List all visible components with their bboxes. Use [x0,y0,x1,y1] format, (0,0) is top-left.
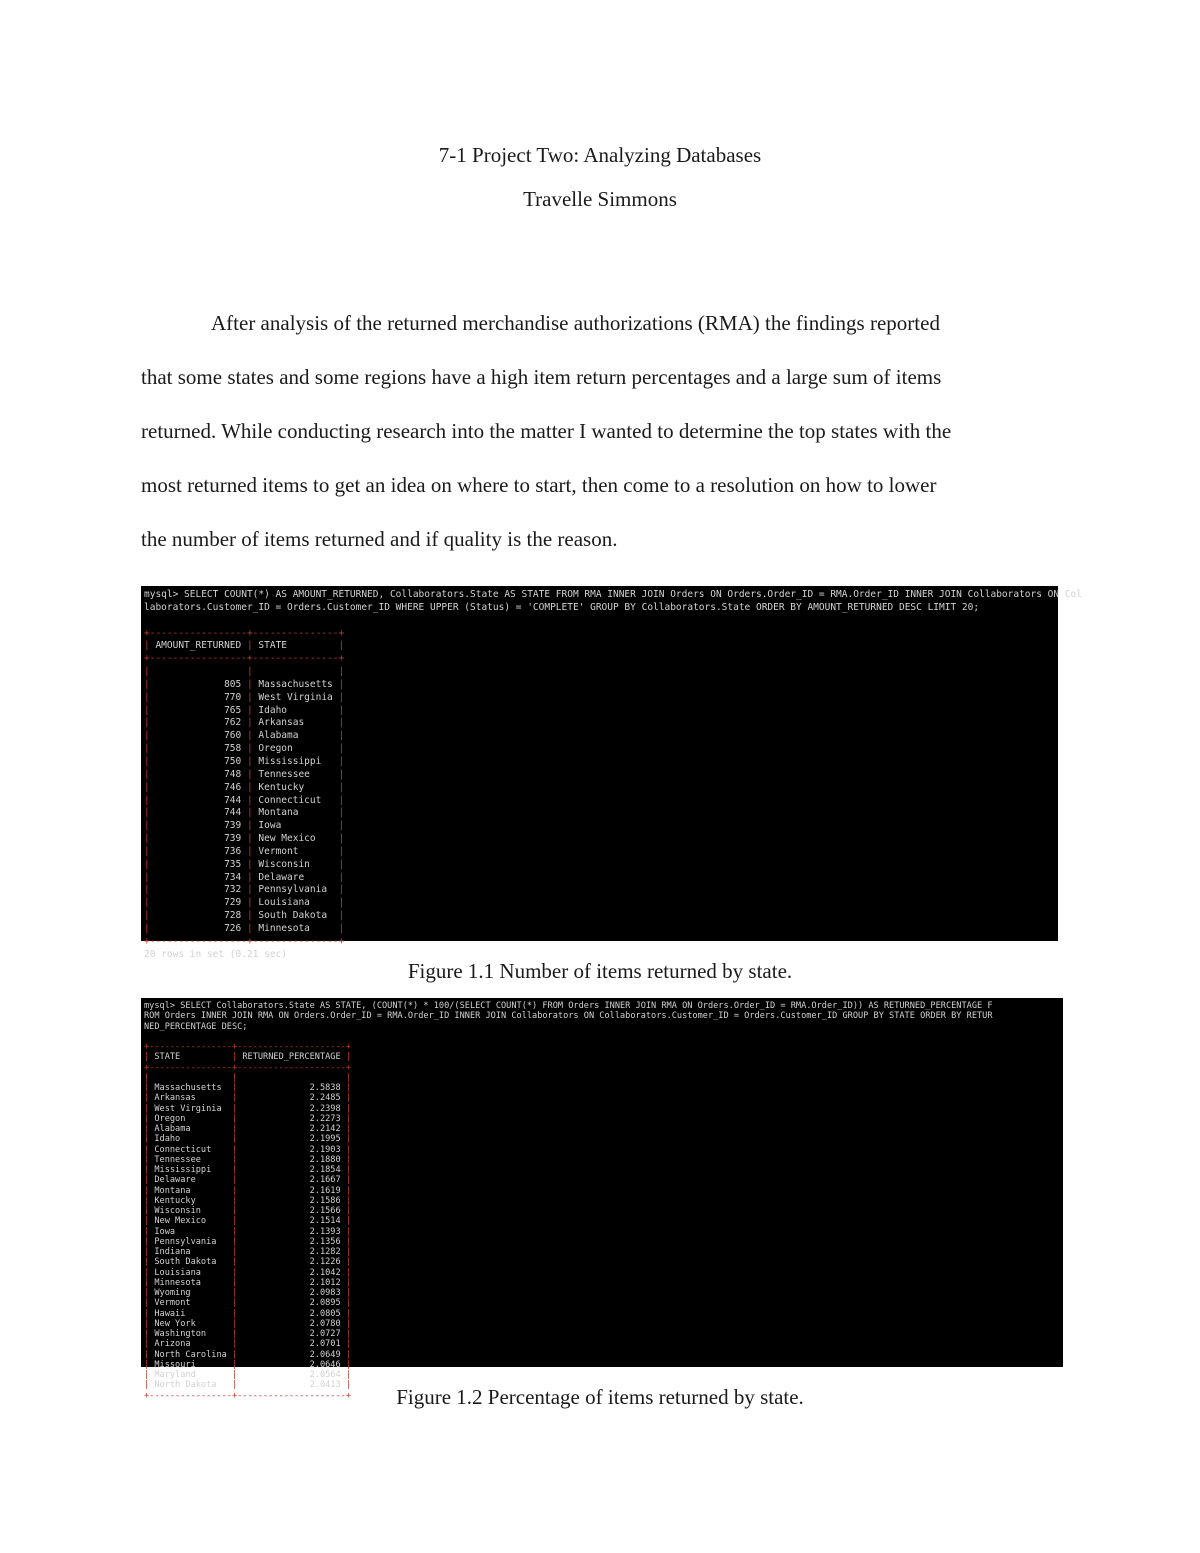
table-border: | [144,717,150,729]
table-border: | [231,1349,238,1360]
table-cell: 2.0805 [237,1308,346,1319]
table-cell: Vermont [252,845,339,857]
table-border: | [338,730,345,742]
table-cell: 736 [149,845,247,857]
table-border: | [144,1226,150,1237]
table-border: | [144,807,150,819]
table-cell: 2.1619 [237,1185,346,1196]
table-border: | [231,1113,238,1124]
table-border: | [144,1380,150,1391]
table-border: | [231,1072,238,1083]
table-cell: Minnesota [149,1277,232,1288]
table-cell: West Virginia [252,691,339,703]
sql-query-line: NED_PERCENTAGE DESC; [144,1021,248,1032]
table-border: | [144,1124,150,1134]
table-cell: South Dakota [252,910,339,922]
table-border: | [338,833,345,845]
table-border: | [345,1124,352,1134]
column-header: AMOUNT_RETURNED [149,640,247,652]
table-border: | [338,717,345,729]
table-border: | [231,1124,238,1134]
table-cell: Arizona [149,1339,232,1350]
table-cell: 2.1012 [237,1277,346,1288]
table-border: | [345,1318,352,1329]
table-cell: 739 [149,820,247,832]
table-cell: Connecticut [149,1144,232,1155]
table-border: | [338,910,345,922]
table-cell: Kentucky [149,1195,232,1206]
column-header: RETURNED_PERCENTAGE [237,1052,346,1063]
table-border: | [144,730,150,742]
table-cell: 750 [149,755,247,767]
table-border: | [338,704,345,716]
table-cell: Alabama [149,1124,232,1134]
table-border: | [345,1093,352,1104]
table-cell: 726 [149,922,247,934]
table-border: | [144,781,150,793]
table-border: | [144,678,150,690]
table-border: | [345,1175,352,1186]
table-cell: 2.2485 [237,1093,346,1104]
table-border: | [144,794,150,806]
table-cell: Missouri [149,1359,232,1370]
table-cell: Massachusetts [252,678,339,690]
table-border: | [144,1113,150,1124]
terminal-output [141,998,1063,1404]
table-border: | [231,1144,238,1155]
table-border: | [345,1380,352,1391]
table-border: | [231,1370,238,1380]
table-cell: Iowa [252,820,339,832]
table-cell: 805 [149,678,247,690]
paragraph-line: that some states and some regions have a high item return percentages and a large sum of items [141,365,942,389]
table-border: | [338,666,345,678]
table-cell: South Dakota [149,1257,232,1268]
sql-query-line: ROM Orders INNER JOIN RMA ON Orders.Order_ID = RMA.Order_ID INNER JOIN Collaborators ON Collaborators.Customer_ID = Orders.Customer_ID GROUP BY STATE ORDER BY RETUR [144,1011,993,1022]
table-border: | [144,1103,150,1114]
table-border: | [246,910,253,922]
table-border: | [246,678,253,690]
table-border: | [144,1236,150,1247]
table-border: | [345,1308,352,1319]
table-border: | [144,691,150,703]
table-border: | [338,691,345,703]
table-border: +-----------------+---------------+ [144,935,345,947]
table-cell: New Mexico [252,833,339,845]
table-border: | [246,704,253,716]
table-border: | [144,1329,150,1339]
table-border: | [144,1093,150,1104]
table-border: | [338,755,345,767]
table-cell: Louisiana [252,897,339,909]
table-cell: West Virginia [149,1103,232,1114]
table-cell: Iowa [149,1226,232,1237]
table-cell: 2.2273 [237,1113,346,1124]
table-border: | [345,1267,352,1278]
table-cell: 2.1393 [237,1226,346,1237]
table-border: | [144,1349,150,1360]
table-border: | [231,1083,238,1093]
table-border: | [345,1277,352,1288]
table-border: | [144,897,150,909]
table-border: | [231,1185,238,1196]
table-cell: Wisconsin [252,858,339,870]
column-header: STATE [149,1052,232,1063]
table-cell: Pennsylvania [149,1236,232,1247]
table-cell: 744 [149,794,247,806]
table-cell: 2.0895 [237,1298,346,1309]
table-cell: 735 [149,858,247,870]
table-cell: 2.1356 [237,1236,346,1247]
table-cell: Tennessee [252,768,339,780]
table-cell: Montana [149,1185,232,1196]
table-cell [237,1073,346,1083]
table-border: | [345,1359,352,1370]
table-border: | [144,1267,150,1278]
table-cell: 2.5838 [237,1083,346,1093]
table-cell: Wyoming [149,1288,232,1298]
table-border: | [231,1216,238,1227]
table-border: | [231,1175,238,1186]
table-cell: Delaware [252,871,339,883]
table-border: | [144,1247,150,1257]
table-cell: Montana [252,807,339,819]
table-border: | [144,1370,150,1380]
table-border: | [345,1165,352,1175]
table-border: | [345,1288,352,1298]
table-cell: 744 [149,807,247,819]
table-border: +----------------+---------------------+ [144,1042,351,1052]
table-border: | [144,845,150,857]
table-border: | [144,1339,150,1350]
table-border: | [144,704,150,716]
table-cell: North Carolina [149,1349,232,1360]
table-cell: Mississippi [252,755,339,767]
table-border: | [246,666,253,678]
table-cell: 2.1282 [237,1247,346,1257]
table-cell: Vermont [149,1298,232,1309]
table-cell: 760 [149,730,247,742]
table-cell: 770 [149,691,247,703]
table-border: | [144,1195,150,1206]
document-title: 7-1 Project Two: Analyzing Databases [438,143,762,167]
table-border: | [231,1165,238,1175]
table-border: | [345,1072,352,1083]
table-cell: 765 [149,704,247,716]
table-cell: 758 [149,743,247,755]
table-border: | [246,768,253,780]
table-border: | [338,884,345,896]
table-border: | [338,781,345,793]
table-cell: 2.0727 [237,1329,346,1339]
table-cell: 734 [149,871,247,883]
table-cell: New York [149,1318,232,1329]
table-border: | [246,717,253,729]
table-cell: Arkansas [252,717,339,729]
table-cell: 732 [149,884,247,896]
table-border: | [345,1298,352,1309]
figure-caption: Figure 1.2 Percentage of items returned by state. [396,1385,804,1409]
table-border: | [144,1298,150,1309]
table-cell [150,666,247,677]
table-border: | [144,666,150,678]
table-border: | [345,1370,352,1380]
table-border: | [144,1165,150,1175]
table-border: | [144,1277,150,1288]
table-border: | [144,1308,150,1319]
table-border: | [338,768,345,780]
table-cell: 2.0701 [237,1339,346,1350]
table-border: | [144,743,150,755]
table-border: | [144,1144,150,1155]
table-border: | [246,691,253,703]
table-cell: 2.1514 [237,1216,346,1227]
table-cell: 2.1586 [237,1195,346,1206]
table-border: | [338,858,345,870]
table-cell: 2.0413 [237,1380,346,1391]
column-header: STATE [252,640,339,652]
table-border: | [345,1257,352,1268]
table-border: | [144,858,150,870]
table-border: | [338,794,345,806]
table-border: | [246,794,253,806]
table-border: | [231,1236,238,1247]
sql-query-line: laborators.Customer_ID = Orders.Customer_ID WHERE UPPER (Status) = 'COMPLETE' GROUP BY Collaborators.State ORDER BY AMOUNT_RETURNED DESC LIMIT 20; [144,601,980,613]
paragraph-line: the number of items returned and if quality is the reason. [141,527,618,551]
table-border: | [144,755,150,767]
paragraph-line: most returned items to get an idea on where to start, then come to a resolution on how to lower [141,473,937,497]
table-border: | [345,1247,352,1257]
table-border: | [246,922,253,934]
table-cell: 2.0983 [237,1288,346,1298]
table-border: | [338,922,345,934]
table-border: | [144,1257,150,1268]
table-border: | [338,897,345,909]
table-border: | [246,871,253,883]
table-cell: Massachusetts [149,1083,232,1093]
table-border: | [338,871,345,883]
table-border: | [345,1134,352,1145]
table-cell: 2.1226 [237,1257,346,1268]
table-border: | [144,1072,150,1083]
table-border: | [338,743,345,755]
table-cell [253,666,339,677]
table-border: | [144,833,150,845]
table-border: | [246,743,253,755]
table-cell: 748 [149,768,247,780]
table-cell: 729 [149,897,247,909]
table-border: | [144,871,150,883]
table-border: | [231,1308,238,1319]
table-cell: Minnesota [252,922,339,934]
terminal-screenshot-returns-count [141,586,1082,960]
table-cell: 2.1880 [237,1154,346,1165]
table-border: +-----------------+---------------+ [144,653,345,665]
table-cell: 2.1566 [237,1206,346,1216]
table-border: | [338,678,345,690]
table-border: | [246,833,253,845]
table-border: | [246,845,253,857]
table-border: | [231,1288,238,1298]
table-border: | [231,1277,238,1288]
table-border: | [144,910,150,922]
table-border: | [345,1329,352,1339]
table-border: | [345,1052,352,1063]
table-cell: 2.1995 [237,1134,346,1145]
table-cell: 762 [149,717,247,729]
table-border: | [231,1195,238,1206]
table-border: | [231,1380,238,1391]
table-border: | [231,1103,238,1114]
result-footer: 20 rows in set (0.21 sec) [144,948,287,960]
table-border: | [345,1154,352,1165]
sql-query-line: mysql> SELECT COUNT(*) AS AMOUNT_RETURNED, Collaborators.State AS STATE FROM RMA INNER JOIN Orders ON Orders.Order_ID = RMA.Order_ID INNER JOIN Collaborators ON Col [144,589,1082,600]
table-border: | [231,1339,238,1350]
table-border: | [345,1339,352,1350]
table-border: | [338,845,345,857]
body-paragraph [141,296,1061,566]
table-border: | [246,884,253,896]
table-border: | [144,1154,150,1165]
table-cell: Pennsylvania [252,884,339,896]
table-border: | [338,807,345,819]
table-border: +----------------+---------------------+ [144,1390,351,1401]
table-cell: Connecticut [252,794,339,806]
table-cell: 2.1854 [237,1165,346,1175]
table-border: | [144,768,150,780]
table-cell: Arkansas [149,1093,232,1104]
table-cell: Hawaii [149,1308,232,1319]
table-cell: 2.2142 [237,1124,346,1134]
table-border: | [231,1247,238,1257]
table-border: | [144,640,150,652]
terminal-output [141,586,1082,964]
table-border: | [231,1052,238,1063]
table-cell: Oregon [252,743,339,755]
table-cell: Alabama [252,730,339,742]
table-cell: North Dakota [149,1380,232,1391]
table-border: | [231,1267,238,1278]
table-border: | [345,1216,352,1227]
paragraph-line: After analysis of the returned merchandise authorizations (RMA) the findings reported [211,311,940,335]
table-border: | [231,1154,238,1165]
table-border: | [246,807,253,819]
table-cell: Louisiana [149,1267,232,1278]
table-border: +----------------+---------------------+ [144,1062,351,1073]
sql-query-line: mysql> SELECT Collaborators.State AS STATE, (COUNT(*) * 100/(SELECT COUNT(*) FROM Orders INNER JOIN RMA ON Orders.Order_ID = RMA.Order_ID)) AS RETURNED_PERCENTAGE F [144,1001,993,1011]
table-border: | [246,858,253,870]
table-cell: Oregon [149,1113,232,1124]
table-cell: Idaho [252,704,339,716]
table-border: | [231,1298,238,1309]
table-border: | [345,1349,352,1360]
table-cell [149,1073,232,1083]
table-border: | [345,1103,352,1114]
table-cell: Delaware [149,1175,232,1186]
table-border: | [144,1318,150,1329]
table-cell: 2.0564 [237,1370,346,1380]
paragraph-line: returned. While conducting research into the matter I wanted to determine the top states with the [141,419,952,443]
table-border: | [246,781,253,793]
table-border: | [144,820,150,832]
table-border: | [345,1226,352,1237]
table-border: | [231,1093,238,1104]
table-cell: 2.1667 [237,1175,346,1186]
table-cell: Mississippi [149,1165,232,1175]
table-cell: 2.0649 [237,1349,346,1360]
table-border: | [231,1206,238,1216]
table-border: | [144,1083,150,1093]
table-border: | [246,755,253,767]
table-cell: 2.2398 [237,1103,346,1114]
table-border: | [338,820,345,832]
table-border: | [345,1144,352,1155]
table-cell: Indiana [149,1247,232,1257]
table-border: | [345,1083,352,1093]
table-border: | [144,1288,150,1298]
table-border: | [231,1257,238,1268]
document-author: Travelle Simmons [523,187,677,211]
table-border: | [231,1134,238,1145]
table-cell: Kentucky [252,781,339,793]
table-cell: New Mexico [149,1216,232,1227]
table-border: | [345,1206,352,1216]
table-border: | [345,1185,352,1196]
table-border: | [345,1113,352,1124]
table-border: | [144,1359,150,1370]
table-border: | [231,1359,238,1370]
table-border: | [246,897,253,909]
table-cell: Wisconsin [149,1206,232,1216]
table-cell: 2.0780 [237,1318,346,1329]
table-border: | [345,1236,352,1247]
table-border: | [338,640,345,652]
table-border: | [231,1226,238,1237]
table-border: | [231,1329,238,1339]
table-border: | [144,1216,150,1227]
table-border: | [144,922,150,934]
table-cell: 2.0646 [237,1359,346,1370]
table-cell: 746 [149,781,247,793]
table-border: +-----------------+---------------+ [144,627,345,639]
table-border: | [144,1175,150,1186]
table-cell: 2.1903 [237,1144,346,1155]
table-cell: Tennessee [149,1154,232,1165]
table-border: | [144,1185,150,1196]
table-border: | [246,640,253,652]
table-cell: Idaho [149,1134,232,1145]
table-border: | [345,1195,352,1206]
table-cell: Maryland [149,1370,232,1380]
table-border: | [144,1206,150,1216]
figure-caption: Figure 1.1 Number of items returned by state. [407,959,793,983]
table-border: | [246,730,253,742]
table-cell: 2.1042 [237,1267,346,1278]
table-border: | [144,884,150,896]
table-border: | [144,1134,150,1145]
table-border: | [246,820,253,832]
table-cell: 728 [149,910,247,922]
table-border: | [231,1318,238,1329]
table-border: | [144,1052,150,1063]
table-cell: 739 [149,833,247,845]
table-cell: Washington [149,1329,232,1339]
